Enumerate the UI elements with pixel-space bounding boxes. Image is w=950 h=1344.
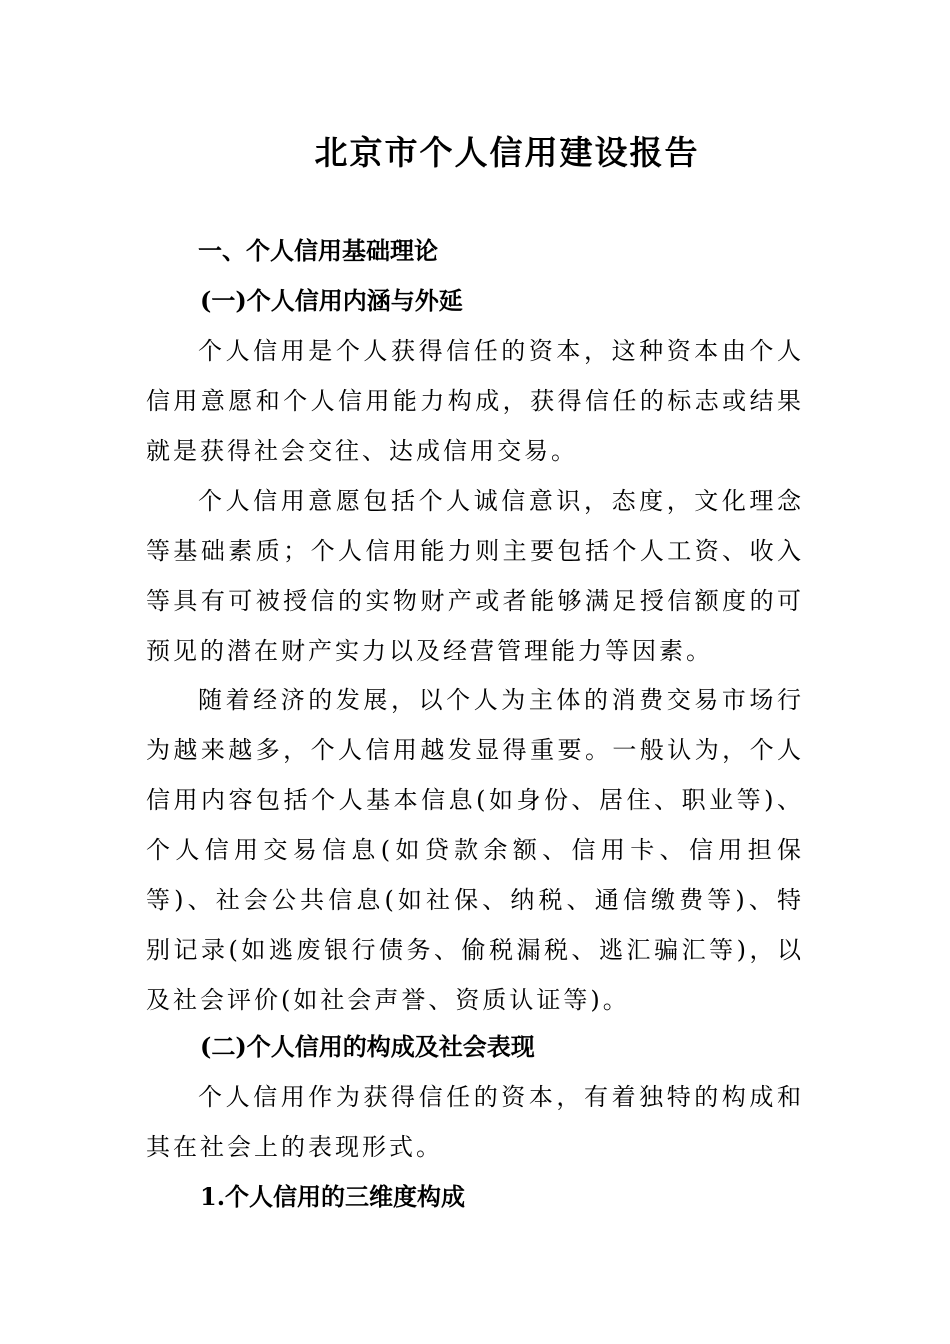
paragraph-3: 随着经济的发展，以个人为主体的消费交易市场行为越来越多，个人信用越发显得重要。一般认为，个人信用内容包括个人基本信息(如身份、居住、职业等)、个人信用交易信息(如贷款余额、信用卡、信用担保等)、社会公共信息(如社保、纳税、通信缴费等)、特别记录(如逃废银行债务、偷税漏税、逃汇骗汇等)，以及社会评价(如社会声誉、资质认证等)。 xyxy=(146,686,804,1014)
subsection-heading-2: (二)个人信用的构成及社会表现 xyxy=(200,1032,535,1061)
paragraph-1: 个人信用是个人获得信任的资本，这种资本由个人信用意愿和个人信用能力构成，获得信任的标志或结果就是获得社会交往、达成信用交易。 xyxy=(146,337,804,465)
list-item-heading-1: 1.个人信用的三维度构成 xyxy=(200,1182,466,1211)
document-title: 北京市个人信用建设报告 xyxy=(314,133,700,172)
paragraph-2: 个人信用意愿包括个人诚信意识，态度，文化理念等基础素质；个人信用能力则主要包括个人工资、收入等具有可被授信的实物财产或者能够满足授信额度的可预见的潜在财产实力以及经营管理能力等因素。 xyxy=(146,487,804,665)
subsection-heading-1: (一)个人信用内涵与外延 xyxy=(200,286,463,315)
section-heading-1: 一、个人信用基础理论 xyxy=(198,237,438,265)
paragraph-4: 个人信用作为获得信任的资本，有着独特的构成和其在社会上的表现形式。 xyxy=(146,1083,804,1161)
